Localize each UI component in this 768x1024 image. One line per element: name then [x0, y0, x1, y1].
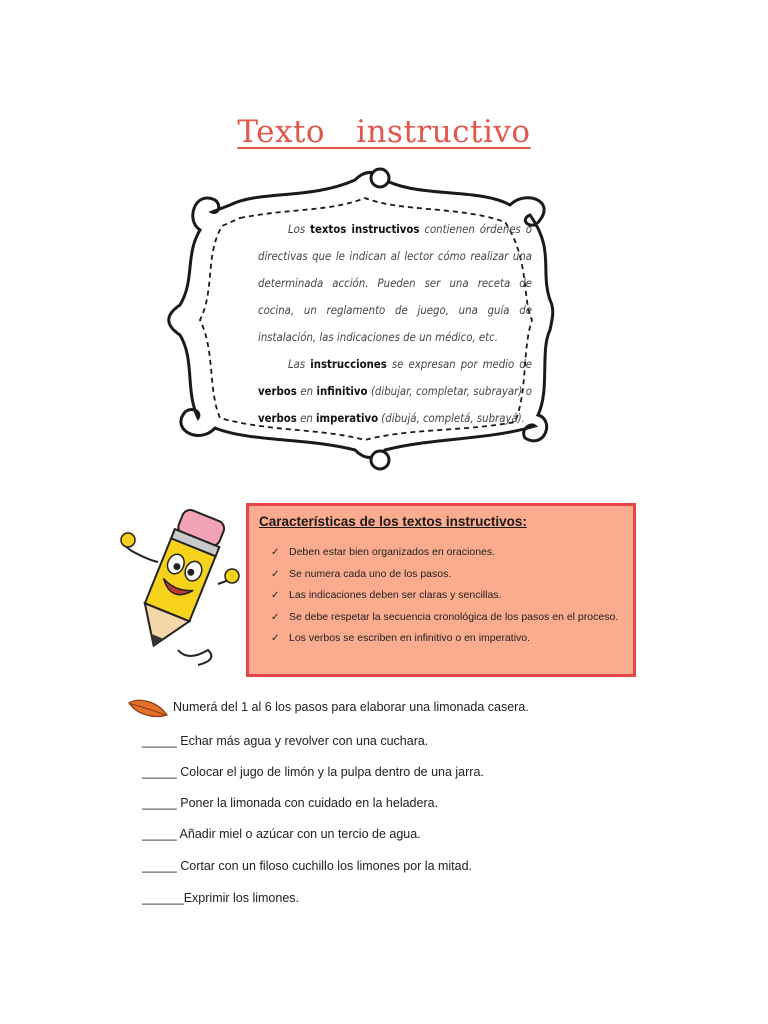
- checkmark-icon: ✓: [271, 568, 280, 580]
- characteristics-list: [271, 542, 627, 650]
- characteristics-title: Características de los textos instructivos:: [259, 514, 527, 529]
- checkmark-icon: ✓: [271, 633, 280, 644]
- exercise-instruction: Numerá del 1 al 6 los pasos para elaborar una limonada casera.: [173, 700, 529, 714]
- exercise-step[interactable]: ______Exprimir los limones.: [142, 891, 300, 905]
- checkmark-icon: ✓: [271, 611, 280, 623]
- list-item: ✓ Las indicaciones deben ser claras y sencillas.: [271, 585, 627, 607]
- exercise-step[interactable]: _____ Colocar el jugo de limón y la pulpa dentro de una jarra.: [142, 765, 484, 779]
- exercise-step[interactable]: _____ Añadir miel o azúcar con un tercio de agua.: [142, 827, 421, 841]
- exercise-step[interactable]: _____ Cortar con un filoso cuchillo los limones por la mitad.: [142, 859, 473, 873]
- exercise-step[interactable]: _____ Echar más agua y revolver con una cuchara.: [142, 734, 429, 748]
- exercise-step[interactable]: _____ Poner la limonada con cuidado en la heladera.: [142, 796, 439, 810]
- list-item: ✓ Se numera cada uno de los pasos.: [271, 564, 627, 586]
- list-item: ✓ Se debe respetar la secuencia cronológica de los pasos en el proceso.: [271, 607, 627, 629]
- list-item: ✓ Deben estar bien organizados en oraciones.: [271, 542, 627, 564]
- pencil-character-icon: [118, 500, 243, 670]
- characteristics-box: [246, 503, 636, 677]
- frame-text: [258, 216, 532, 432]
- frame-paragraph-1: Los textos instructivos contienen órdenes o directivas que le indican al lector cómo realizar una determinada acción. Pueden ser una receta de cocina, un reglamento de juego, una guía de instalación, las indicaciones de un médico, etc.: [258, 223, 532, 344]
- checkmark-icon: ✓: [271, 547, 280, 558]
- page-title: Texto instructivo: [237, 114, 531, 150]
- frame-paragraph-2: Las instrucciones se expresan por medio de verbos en infinitivo (dibujar, completar, subrayar) o verbos en imperativo (dibujá, completá, subrayá).: [258, 358, 532, 425]
- leaf-bullet-icon: [127, 697, 169, 719]
- list-item: ✓ Los verbos se escriben en infinitivo o en imperativo.: [271, 628, 627, 650]
- checkmark-icon: ✓: [271, 590, 280, 601]
